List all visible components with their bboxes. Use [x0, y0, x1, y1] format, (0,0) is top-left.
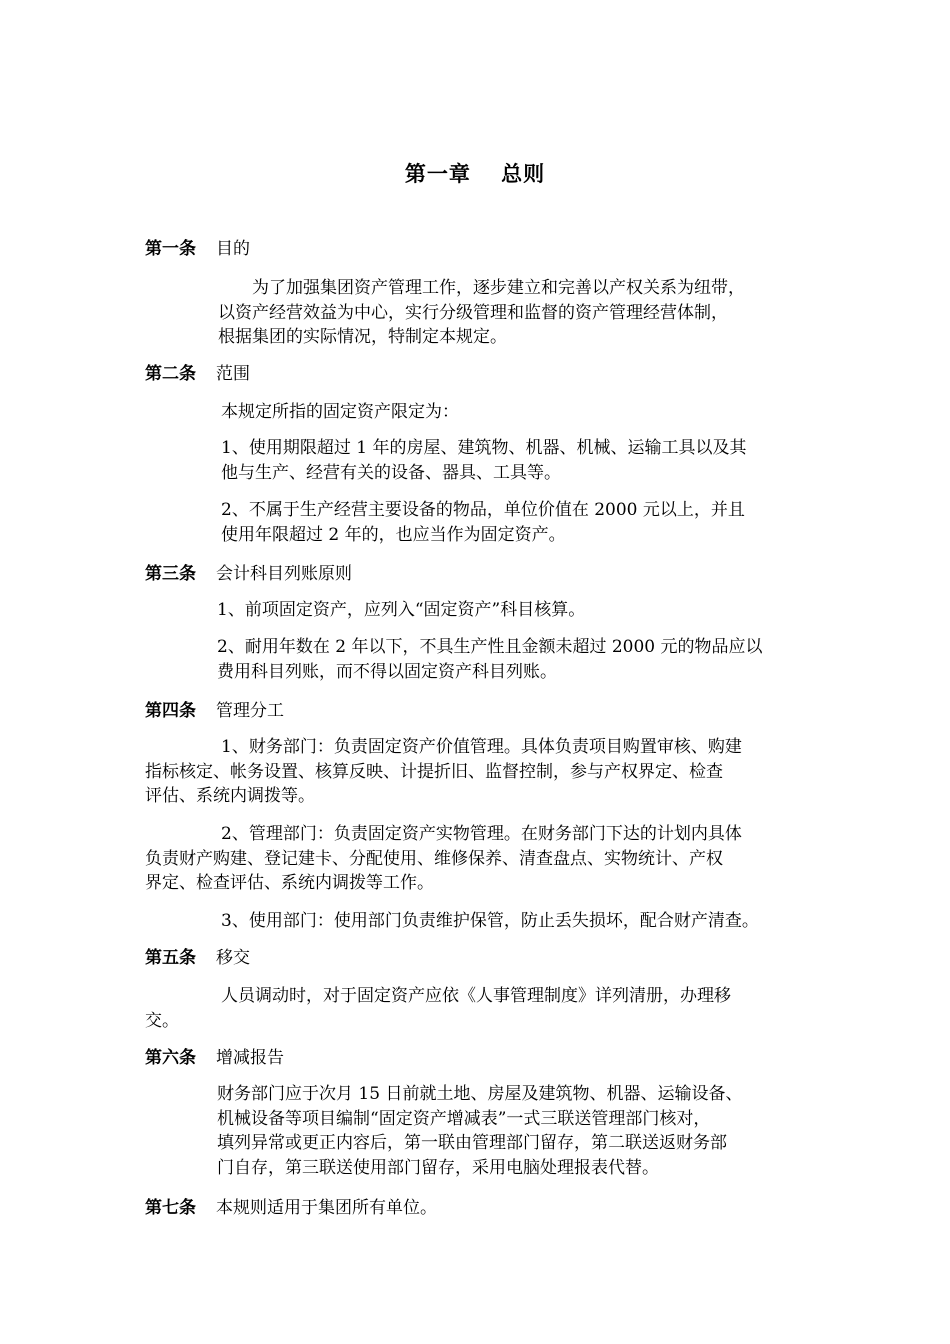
article-number: 第三条 [145, 564, 196, 584]
text-line: 门自存，第三联送使用部门留存，采用电脑处理报表代替。 [217, 1157, 659, 1178]
text-line: 本规定所指的固定资产限定为： [221, 402, 459, 422]
paragraph [145, 984, 731, 1033]
article-number: 第五条 [145, 948, 196, 968]
chapter-title: 第一章 总则 [404, 162, 546, 186]
text-line: 以资产经营效益为中心，实行分级管理和监督的资产管理经营体制， [218, 302, 728, 323]
paragraph [221, 909, 759, 934]
text-line: 使用年限超过 2 年的，也应当作为固定资产。 [221, 524, 566, 545]
text-line: 2、管理部门：负责固定资产实物管理。在财务部门下达的计划内具体 [221, 824, 742, 844]
article-5-heading [145, 946, 250, 970]
article-number: 第二条 [145, 364, 196, 384]
article-number: 第七条 [145, 1198, 196, 1218]
paragraph [221, 498, 745, 547]
paragraph [217, 1082, 742, 1180]
text-line: 财务部门应于次月 15 日前就土地、房屋及建筑物、机器、运输设备、 [217, 1084, 743, 1104]
article-number: 第一条 [145, 239, 196, 259]
text-line: 为了加强集团资产管理工作，逐步建立和完善以产权关系为纽带， [218, 278, 745, 298]
text-line: 填列异常或更正内容后，第一联由管理部门留存，第二联送返财务部 [217, 1133, 727, 1153]
text-line: 根据集团的实际情况，特制定本规定。 [218, 327, 507, 347]
text-line: 人员调动时，对于固定资产应依《人事管理制度》详列清册，办理移 [221, 986, 731, 1006]
paragraph [217, 598, 585, 623]
text-line: 交。 [145, 1010, 179, 1031]
text-line: 2、不属于生产经营主要设备的物品，单位价值在 2000 元以上，并且 [221, 500, 745, 520]
paragraph [221, 436, 746, 485]
article-title: 本规则适用于集团所有单位。 [216, 1198, 437, 1218]
text-line: 界定、检查评估、系统内调拨等工作。 [145, 873, 434, 893]
text-line: 1、使用期限超过 1 年的房屋、建筑物、机器、机械、运输工具以及其 [221, 438, 747, 458]
text-line: 机械设备等项目编制“固定资产增减表”一式三联送管理部门核对， [217, 1108, 711, 1129]
article-number: 第六条 [145, 1048, 196, 1068]
article-7-heading [145, 1196, 437, 1220]
text-line: 他与生产、经营有关的设备、器具、工具等。 [221, 462, 561, 483]
article-2-heading [145, 362, 250, 386]
text-line: 3、使用部门：使用部门负责维护保管，防止丢失损坏，配合财产清查。 [221, 911, 759, 931]
article-6-heading [145, 1046, 284, 1070]
paragraph [145, 822, 742, 896]
article-title: 目的 [216, 239, 250, 259]
text-line: 1、前项固定资产，应列入“固定资产”科目核算。 [217, 600, 586, 620]
article-3-heading [145, 562, 352, 586]
paragraph [217, 635, 763, 684]
article-title: 会计科目列账原则 [216, 564, 352, 584]
article-title: 管理分工 [216, 701, 284, 721]
paragraph [221, 400, 459, 425]
article-4-heading [145, 699, 284, 723]
paragraph [218, 276, 745, 350]
article-1-heading [145, 237, 250, 261]
text-line: 评估、系统内调拨等。 [145, 786, 315, 806]
text-line: 1、财务部门：负责固定资产价值管理。具体负责项目购置审核、购建 [221, 737, 742, 757]
text-line: 费用科目列账，而不得以固定资产科目列账。 [217, 661, 557, 682]
paragraph [145, 735, 742, 809]
article-title: 移交 [216, 948, 250, 968]
article-number: 第四条 [145, 701, 196, 721]
text-line: 负责财产购建、登记建卡、分配使用、维修保养、清查盘点、实物统计、产权 [145, 848, 723, 869]
article-title: 范围 [216, 364, 250, 384]
text-line: 指标核定、帐务设置、核算反映、计提折旧、监督控制，参与产权界定、检查 [145, 761, 723, 782]
article-title: 增减报告 [216, 1048, 284, 1068]
text-line: 2、耐用年数在 2 年以下，不具生产性且金额未超过 2000 元的物品应以 [217, 637, 763, 657]
